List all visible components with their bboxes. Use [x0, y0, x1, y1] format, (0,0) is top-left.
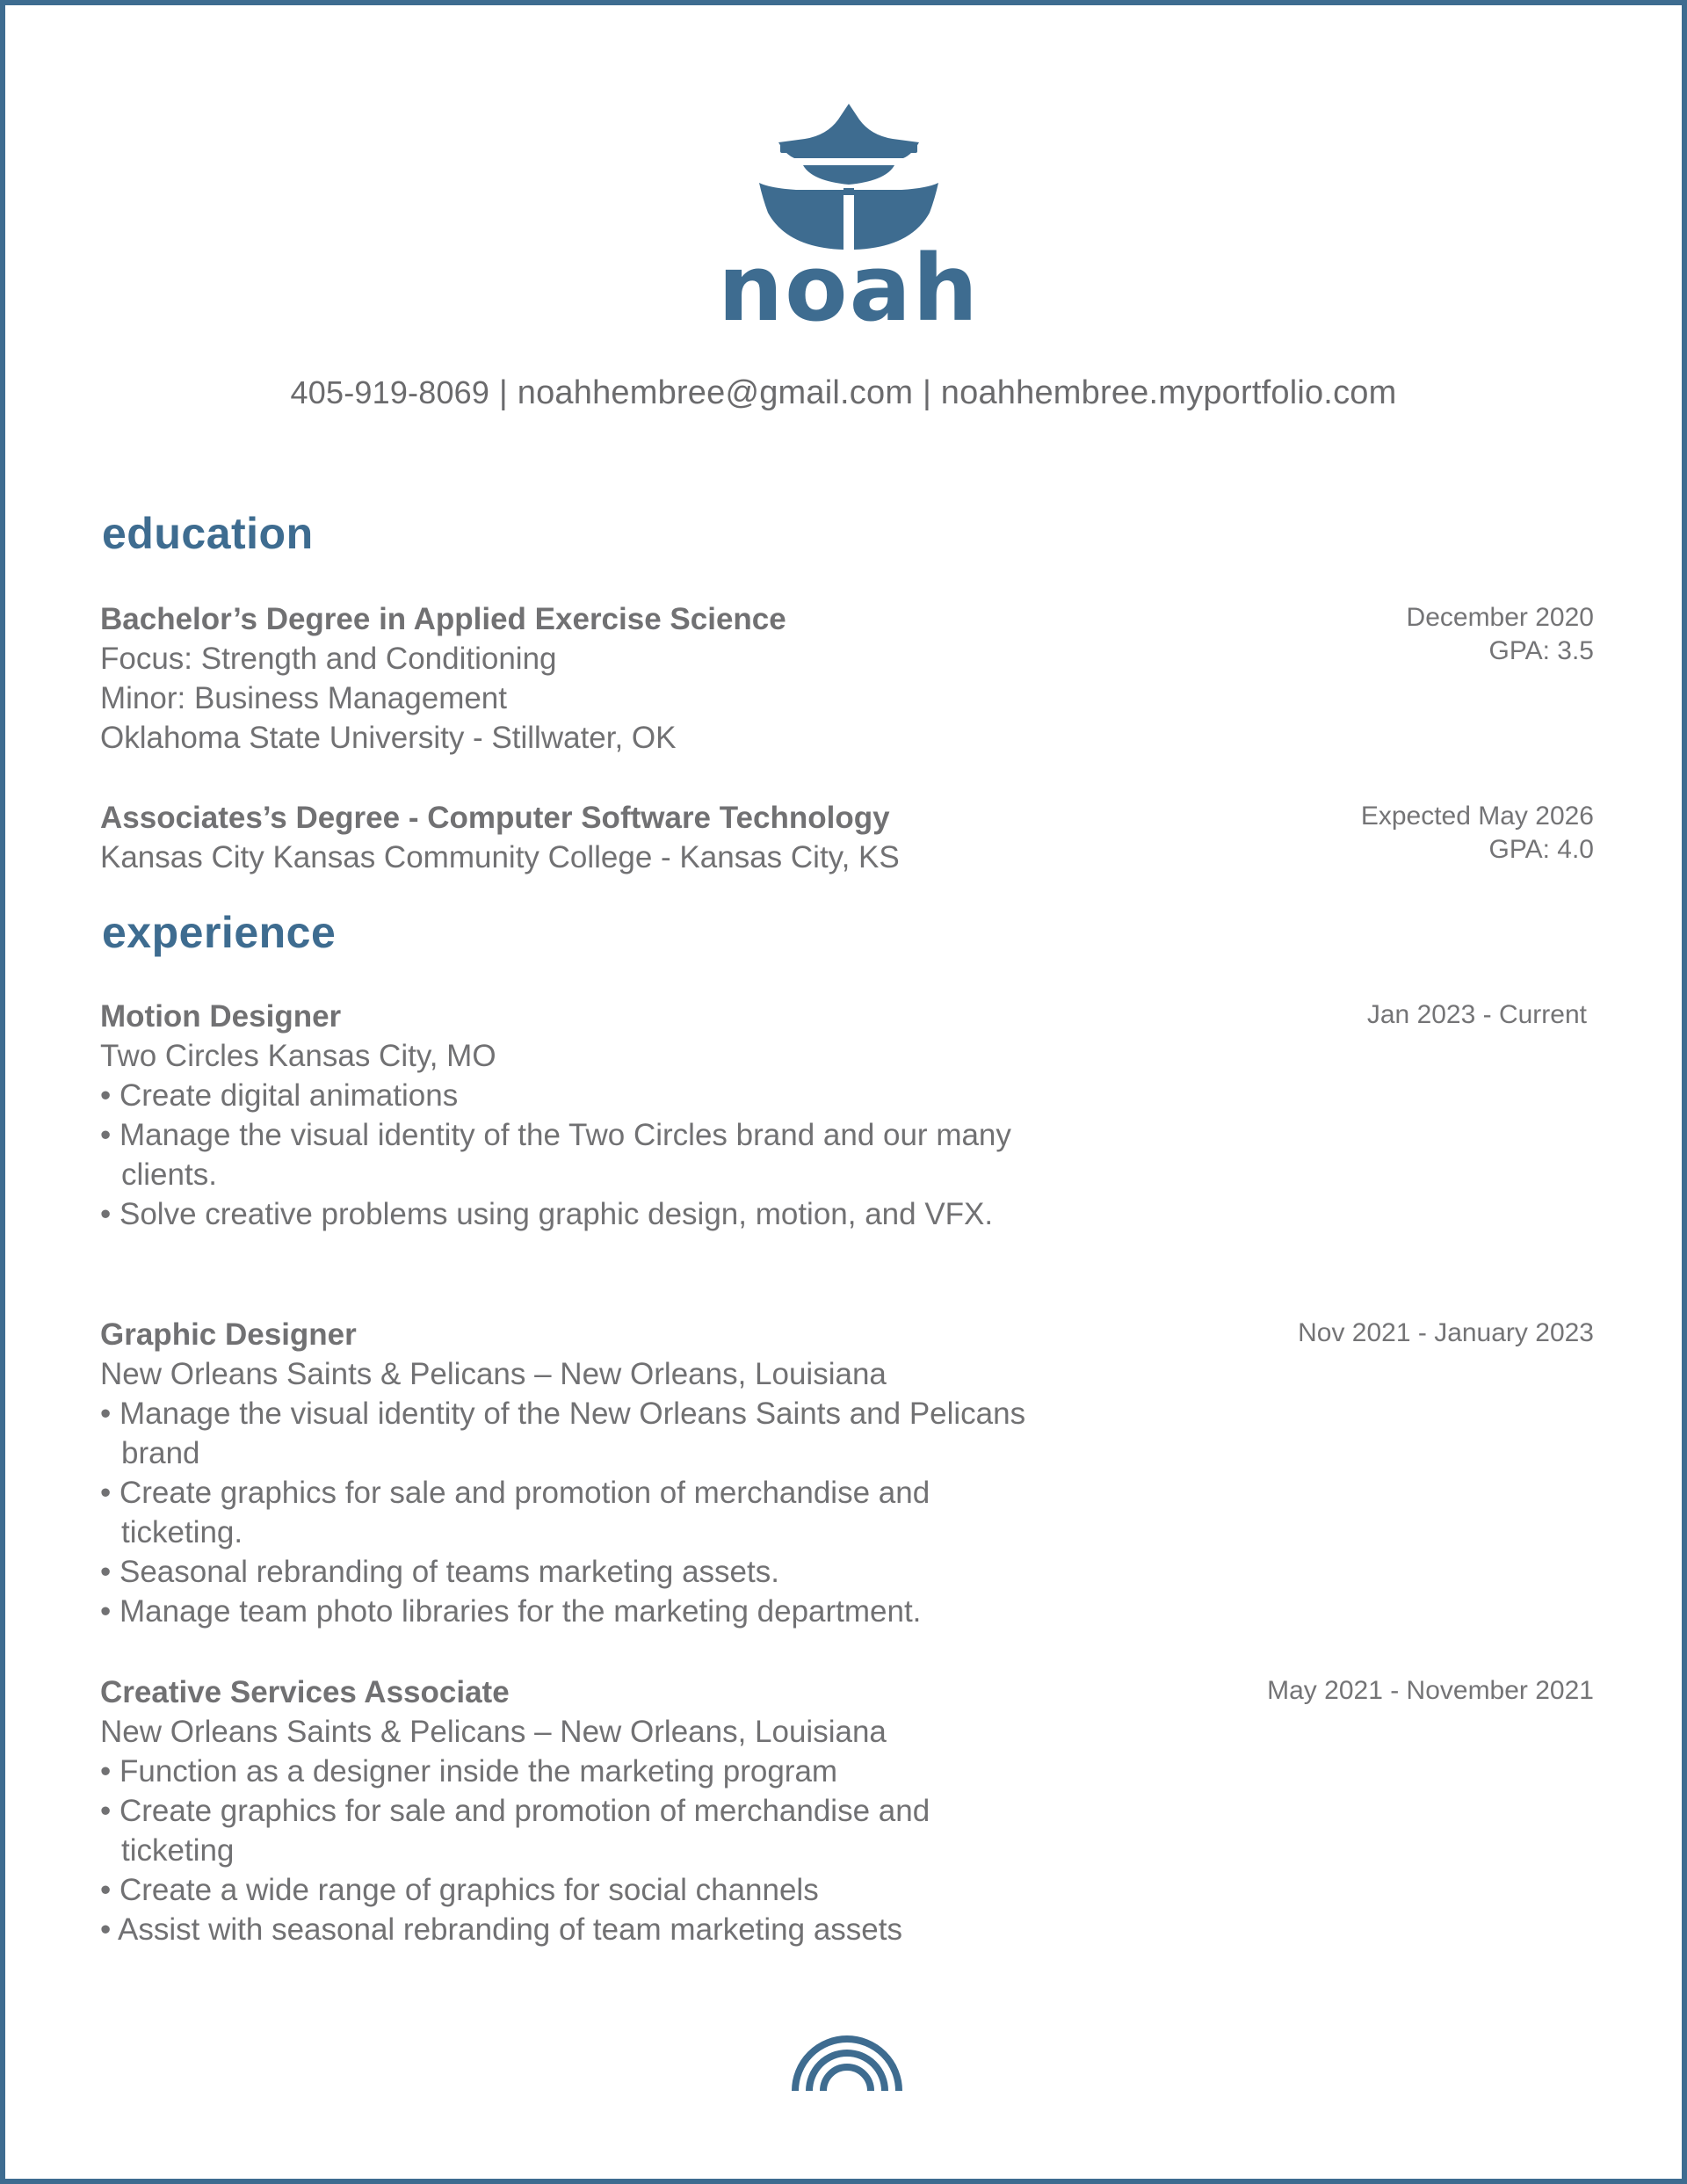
- degree-detail: Oklahoma State University - Stillwater, OK: [100, 721, 677, 755]
- website-link[interactable]: noahhembree.myportfolio.com: [940, 374, 1397, 411]
- company: New Orleans Saints & Pelicans – New Orleans, Louisiana: [100, 1715, 887, 1749]
- experience-item: [100, 997, 1594, 1234]
- gpa: GPA: 3.5: [1488, 636, 1594, 665]
- education-item: [100, 599, 1594, 758]
- email-link[interactable]: noahhembree@gmail.com: [517, 374, 914, 411]
- bullet-list: [100, 1394, 1594, 1631]
- job-dates: May 2021 - November 2021: [1267, 1676, 1594, 1705]
- job-title: Motion Designer: [100, 999, 342, 1034]
- company: New Orleans Saints & Pelicans – New Orleans, Louisiana: [100, 1357, 887, 1391]
- rainbow-icon: [790, 2031, 904, 2093]
- company: Two Circles Kansas City, MO: [100, 1039, 496, 1073]
- education-heading: education: [102, 509, 314, 558]
- degree-detail: Kansas City Kansas Community College - Kansas City, KS: [100, 840, 900, 874]
- date: Expected May 2026: [1360, 802, 1594, 831]
- education-item: [100, 798, 1594, 877]
- list-item: • Solve creative problems using graphic design, motion, and VFX.: [100, 1194, 1035, 1234]
- experience-item: [100, 1315, 1594, 1631]
- degree-detail: Minor: Business Management: [100, 681, 507, 715]
- experience-item: [100, 1672, 1594, 1949]
- logo: [718, 100, 980, 342]
- phone: 405-919-8069: [290, 374, 490, 410]
- job-dates: Nov 2021 - January 2023: [1298, 1318, 1594, 1347]
- list-item: • Function as a designer inside the marketing program: [100, 1752, 1035, 1791]
- job-dates: Jan 2023 - Current: [1366, 1000, 1587, 1029]
- list-item: • Seasonal rebranding of teams marketing assets.: [100, 1552, 1035, 1592]
- separator: |: [498, 374, 508, 411]
- list-item: • Create digital animations: [100, 1076, 1035, 1115]
- list-item: • Create graphics for sale and promotion of merchandise and ticketing.: [100, 1473, 1035, 1552]
- gpa: GPA: 4.0: [1488, 835, 1594, 864]
- list-item: • Manage the visual identity of the Two Circles brand and our many clients.: [100, 1115, 1035, 1194]
- list-item: • Assist with seasonal rebranding of team marketing assets: [100, 1910, 1035, 1949]
- degree-title: Bachelor’s Degree in Applied Exercise Science: [100, 602, 786, 636]
- degree-detail: Focus: Strength and Conditioning: [100, 642, 557, 676]
- list-item: • Create graphics for sale and promotion of merchandise and ticketing: [100, 1791, 1035, 1870]
- date: December 2020: [1406, 603, 1594, 632]
- degree-title: Associates’s Degree - Computer Software Technology: [100, 801, 890, 835]
- bullet-list: [100, 1076, 1594, 1234]
- job-title: Creative Services Associate: [100, 1675, 510, 1709]
- list-item: • Manage team photo libraries for the marketing department.: [100, 1592, 1035, 1631]
- education-dates: [1407, 601, 1594, 668]
- list-item: • Create a wide range of graphics for social channels: [100, 1870, 1035, 1910]
- education-dates: [1361, 800, 1594, 867]
- bullet-list: [100, 1752, 1594, 1949]
- contact-line: [5, 374, 1682, 412]
- pagoda-icon: [718, 100, 980, 342]
- experience-heading: experience: [102, 908, 337, 957]
- list-item: • Manage the visual identity of the New Orleans Saints and Pelicans brand: [100, 1394, 1035, 1473]
- separator: |: [922, 374, 932, 411]
- logo-text: noah: [718, 235, 980, 342]
- job-title: Graphic Designer: [100, 1317, 357, 1352]
